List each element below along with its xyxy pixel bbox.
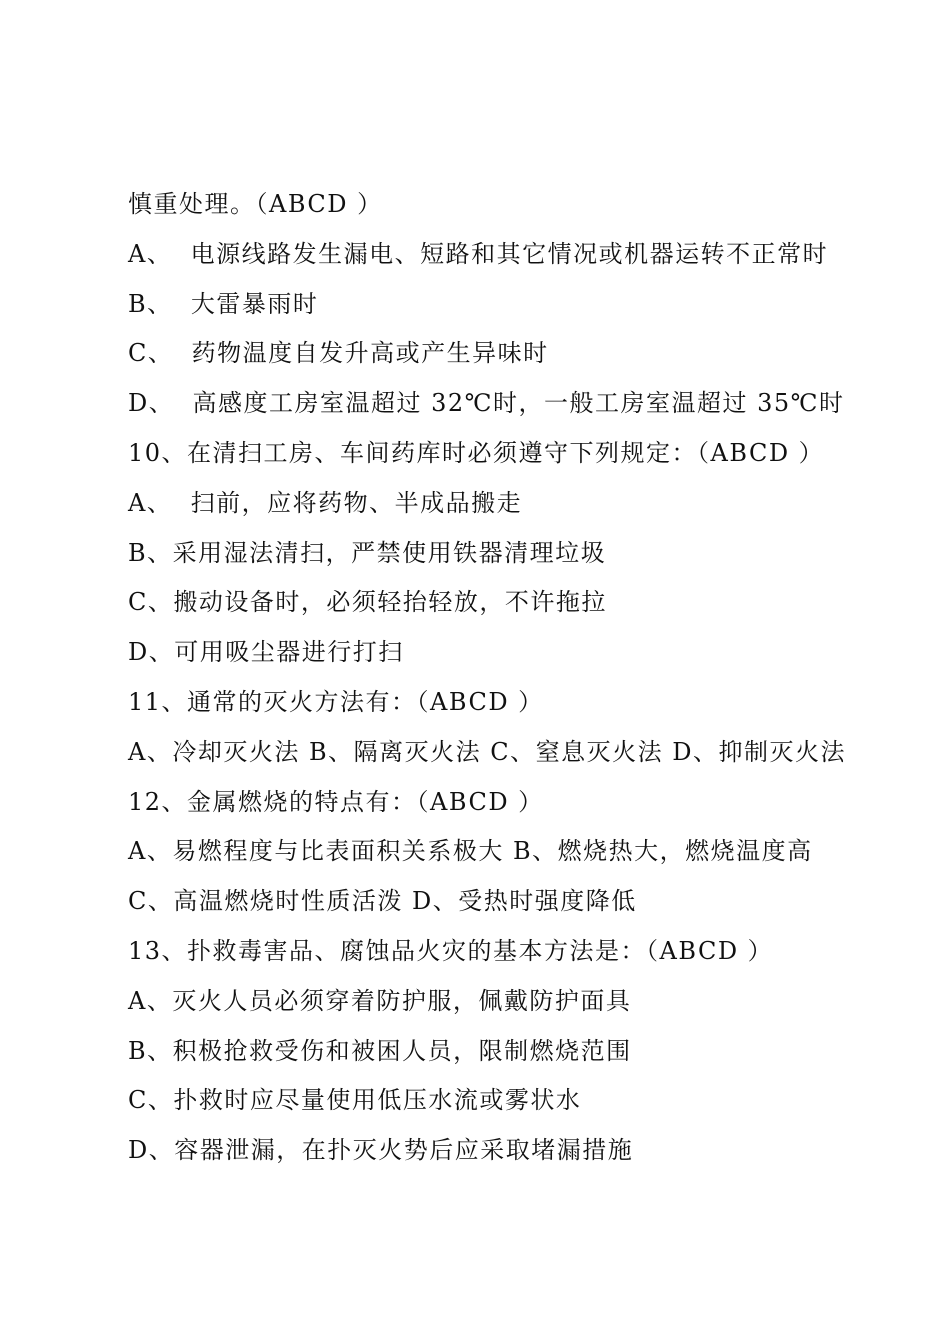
- text-line: A、易燃程度与比表面积关系极大 B、燃烧热大，燃烧温度高: [128, 837, 813, 866]
- text-line: C、搬动设备时，必须轻抬轻放，不许拖拉: [128, 588, 607, 617]
- text-line: C、高温燃烧时性质活泼 D、受热时强度降低: [128, 887, 637, 916]
- text-line: C、 药物温度自发升高或产生异味时: [128, 339, 549, 368]
- text-line: A、 电源线路发生漏电、短路和其它情况或机器运转不正常时: [128, 239, 829, 268]
- text-line: A、 扫前，应将药物、半成品搬走: [128, 488, 523, 517]
- question-line: 10、在清扫工房、车间药库时必须遵守下列规定：（ABCD ）: [128, 438, 825, 467]
- document-body: [128, 186, 928, 1182]
- question-line: 12、金属燃烧的特点有：（ABCD ）: [128, 787, 544, 816]
- text-line: D、容器泄漏，在扑灭火势后应采取堵漏措施: [128, 1136, 634, 1165]
- text-line: B、 大雷暴雨时: [128, 289, 319, 318]
- text-line: A、灭火人员必须穿着防护服，佩戴防护面具: [128, 986, 632, 1015]
- text-line: D、 高感度工房室温超过 32℃时，一般工房室温超过 35℃时: [128, 389, 845, 418]
- text-line: B、积极抢救受伤和被困人员，限制燃烧范围: [128, 1036, 632, 1065]
- text-line: A、冷却灭火法 B、隔离灭火法 C、窒息灭火法 D、抑制灭火法: [128, 737, 846, 766]
- text-line: C、扑救时应尽量使用低压水流或雾状水: [128, 1086, 582, 1115]
- question-line: 11、通常的灭火方法有：（ABCD ）: [128, 687, 544, 716]
- text-line: 慎重处理。（ABCD ）: [128, 190, 383, 218]
- text-line: B、采用湿法清扫，严禁使用铁器清理垃圾: [128, 538, 607, 567]
- question-line: 13、扑救毒害品、腐蚀品火灾的基本方法是：（ABCD ）: [128, 936, 774, 965]
- text-line: D、可用吸尘器进行打扫: [128, 638, 404, 667]
